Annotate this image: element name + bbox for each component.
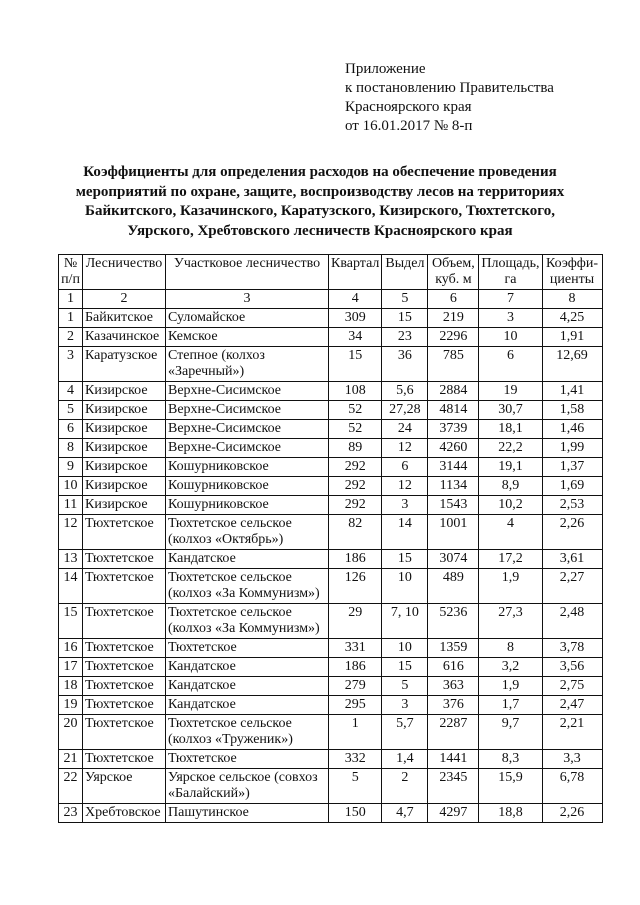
cell-num: 20	[59, 715, 83, 750]
table-row	[59, 382, 603, 401]
cell-area: 3,2	[479, 658, 542, 677]
cell-district: Суломайское	[166, 309, 329, 328]
cell-area: 4	[479, 515, 542, 550]
header-forestry: Лесничество	[83, 255, 166, 290]
cell-allotment: 36	[382, 347, 428, 382]
cell-area: 17,2	[479, 550, 542, 569]
header-line: Приложение	[345, 61, 426, 77]
cell-allotment: 12	[382, 477, 428, 496]
cell-forestry: Тюхтетское	[83, 604, 166, 639]
cell-num: 4	[59, 382, 83, 401]
cell-forestry: Кизирское	[83, 477, 166, 496]
cell-area: 6	[479, 347, 542, 382]
cell-forestry: Тюхтетское	[83, 550, 166, 569]
cell-district: Верхне-Сисимское	[166, 439, 329, 458]
table-row	[59, 401, 603, 420]
header-coef: Коэффи-циенты	[542, 255, 602, 290]
cell-volume: 219	[428, 309, 479, 328]
cell-forestry: Кизирское	[83, 496, 166, 515]
cell-volume: 4814	[428, 401, 479, 420]
header-allotment: Выдел	[382, 255, 428, 290]
table-row	[59, 420, 603, 439]
cell-quarter: 186	[329, 658, 382, 677]
cell-area: 19	[479, 382, 542, 401]
cell-district: Кандатское	[166, 658, 329, 677]
cell-forestry: Тюхтетское	[83, 696, 166, 715]
cell-quarter: 186	[329, 550, 382, 569]
cell-forestry: Тюхтетское	[83, 515, 166, 550]
table-row	[59, 604, 603, 639]
cell-allotment: 12	[382, 439, 428, 458]
cell-quarter: 52	[329, 420, 382, 439]
cell-forestry: Тюхтетское	[83, 658, 166, 677]
cell-quarter: 5	[329, 769, 382, 804]
cell-forestry: Байкитское	[83, 309, 166, 328]
cell-area: 9,7	[479, 715, 542, 750]
cell-coef: 2,21	[542, 715, 602, 750]
title-line: мероприятий по охране, защите, воспроизводству лесов на территориях	[75, 183, 565, 200]
cell-num: 3	[59, 347, 83, 382]
table-row	[59, 309, 603, 328]
table-row	[59, 347, 603, 382]
cell-district: Верхне-Сисимское	[166, 420, 329, 439]
cell-num: 14	[59, 569, 83, 604]
cell-allotment: 15	[382, 309, 428, 328]
cell-quarter: 292	[329, 477, 382, 496]
cell-volume: 3144	[428, 458, 479, 477]
title-line: Байкитского, Казачинского, Каратузского, Кизирского, Тюхтетского,	[85, 203, 555, 219]
cell-forestry: Кизирское	[83, 382, 166, 401]
cell-num: 21	[59, 750, 83, 769]
cell-area: 1,9	[479, 677, 542, 696]
column-index: 1	[59, 290, 83, 309]
cell-num: 22	[59, 769, 83, 804]
cell-area: 15,9	[479, 769, 542, 804]
cell-district: Тюхтетское сельское (колхоз «За Коммунизм»)	[166, 569, 329, 604]
cell-forestry: Уярское	[83, 769, 166, 804]
cell-volume: 1543	[428, 496, 479, 515]
cell-coef: 2,47	[542, 696, 602, 715]
cell-quarter: 89	[329, 439, 382, 458]
cell-coef: 1,91	[542, 328, 602, 347]
cell-quarter: 15	[329, 347, 382, 382]
cell-area: 3	[479, 309, 542, 328]
cell-volume: 489	[428, 569, 479, 604]
cell-forestry: Тюхтетское	[83, 677, 166, 696]
cell-coef: 1,58	[542, 401, 602, 420]
cell-coef: 1,41	[542, 382, 602, 401]
cell-forestry: Кизирское	[83, 401, 166, 420]
cell-district: Тюхтетское	[166, 639, 329, 658]
table-row	[59, 328, 603, 347]
header-volume: Объем, куб. м	[428, 255, 479, 290]
cell-coef: 6,78	[542, 769, 602, 804]
cell-volume: 1359	[428, 639, 479, 658]
cell-num: 23	[59, 804, 83, 823]
cell-quarter: 126	[329, 569, 382, 604]
cell-volume: 3739	[428, 420, 479, 439]
cell-forestry: Кизирское	[83, 458, 166, 477]
table-row	[59, 769, 603, 804]
cell-num: 6	[59, 420, 83, 439]
cell-coef: 2,26	[542, 804, 602, 823]
table-row	[59, 496, 603, 515]
column-index: 6	[428, 290, 479, 309]
cell-quarter: 1	[329, 715, 382, 750]
table-row	[59, 696, 603, 715]
cell-volume: 1001	[428, 515, 479, 550]
header-num: № п/п	[59, 255, 83, 290]
cell-allotment: 15	[382, 550, 428, 569]
cell-allotment: 5,7	[382, 715, 428, 750]
column-index-row	[59, 290, 603, 309]
cell-forestry: Тюхтетское	[83, 569, 166, 604]
cell-volume: 3074	[428, 550, 479, 569]
cell-area: 18,8	[479, 804, 542, 823]
cell-quarter: 331	[329, 639, 382, 658]
cell-volume: 2345	[428, 769, 479, 804]
column-index: 8	[542, 290, 602, 309]
cell-volume: 2287	[428, 715, 479, 750]
cell-forestry: Казачинское	[83, 328, 166, 347]
title-line: Уярского, Хребтовского лесничеств Красноярского края	[127, 222, 513, 239]
cell-volume: 5236	[428, 604, 479, 639]
cell-coef: 4,25	[542, 309, 602, 328]
cell-num: 9	[59, 458, 83, 477]
cell-allotment: 4,7	[382, 804, 428, 823]
table-row	[59, 750, 603, 769]
cell-coef: 2,27	[542, 569, 602, 604]
cell-coef: 1,46	[542, 420, 602, 439]
cell-forestry: Тюхтетское	[83, 639, 166, 658]
cell-allotment: 23	[382, 328, 428, 347]
cell-allotment: 3	[382, 496, 428, 515]
cell-coef: 3,61	[542, 550, 602, 569]
cell-allotment: 1,4	[382, 750, 428, 769]
cell-num: 12	[59, 515, 83, 550]
cell-num: 16	[59, 639, 83, 658]
cell-quarter: 279	[329, 677, 382, 696]
cell-district: Тюхтетское сельское (колхоз «Труженик»)	[166, 715, 329, 750]
cell-allotment: 2	[382, 769, 428, 804]
cell-district: Кандатское	[166, 696, 329, 715]
cell-num: 18	[59, 677, 83, 696]
table-row	[59, 804, 603, 823]
cell-num: 1	[59, 309, 83, 328]
cell-coef: 3,56	[542, 658, 602, 677]
cell-allotment: 5,6	[382, 382, 428, 401]
cell-coef: 2,26	[542, 515, 602, 550]
table-row	[59, 477, 603, 496]
cell-forestry: Кизирское	[83, 439, 166, 458]
cell-forestry: Каратузское	[83, 347, 166, 382]
cell-allotment: 15	[382, 658, 428, 677]
cell-forestry: Кизирское	[83, 420, 166, 439]
cell-volume: 363	[428, 677, 479, 696]
cell-area: 8	[479, 639, 542, 658]
cell-district: Кошурниковское	[166, 496, 329, 515]
cell-quarter: 34	[329, 328, 382, 347]
cell-forestry: Хребтовское	[83, 804, 166, 823]
cell-district: Тюхтетское сельское (колхоз «Октябрь»)	[166, 515, 329, 550]
cell-coef: 3,78	[542, 639, 602, 658]
cell-num: 13	[59, 550, 83, 569]
table-row	[59, 458, 603, 477]
cell-quarter: 292	[329, 496, 382, 515]
column-index: 4	[329, 290, 382, 309]
cell-num: 2	[59, 328, 83, 347]
cell-district: Тюхтетское сельское (колхоз «За Коммунизм»)	[166, 604, 329, 639]
cell-volume: 616	[428, 658, 479, 677]
cell-volume: 4297	[428, 804, 479, 823]
cell-coef: 2,53	[542, 496, 602, 515]
cell-quarter: 295	[329, 696, 382, 715]
table-row	[59, 550, 603, 569]
cell-num: 5	[59, 401, 83, 420]
cell-area: 10	[479, 328, 542, 347]
header-line: от 16.01.2017 № 8-п	[345, 118, 473, 134]
cell-district: Кошурниковское	[166, 477, 329, 496]
cell-volume: 1134	[428, 477, 479, 496]
cell-coef: 1,69	[542, 477, 602, 496]
column-index: 3	[166, 290, 329, 309]
cell-coef: 2,48	[542, 604, 602, 639]
cell-area: 18,1	[479, 420, 542, 439]
cell-quarter: 82	[329, 515, 382, 550]
cell-num: 17	[59, 658, 83, 677]
cell-quarter: 332	[329, 750, 382, 769]
table-row	[59, 658, 603, 677]
cell-volume: 4260	[428, 439, 479, 458]
cell-forestry: Тюхтетское	[83, 715, 166, 750]
cell-district: Кандатское	[166, 677, 329, 696]
cell-volume: 1441	[428, 750, 479, 769]
cell-area: 1,7	[479, 696, 542, 715]
cell-district: Верхне-Сисимское	[166, 401, 329, 420]
cell-area: 27,3	[479, 604, 542, 639]
table-header	[59, 255, 603, 309]
cell-district: Кемское	[166, 328, 329, 347]
cell-num: 8	[59, 439, 83, 458]
cell-quarter: 309	[329, 309, 382, 328]
cell-area: 10,2	[479, 496, 542, 515]
cell-area: 8,9	[479, 477, 542, 496]
cell-area: 1,9	[479, 569, 542, 604]
cell-allotment: 6	[382, 458, 428, 477]
cell-area: 30,7	[479, 401, 542, 420]
cell-district: Верхне-Сисимское	[166, 382, 329, 401]
table-row	[59, 677, 603, 696]
column-index: 2	[83, 290, 166, 309]
header-area: Площадь, га	[479, 255, 542, 290]
table-row	[59, 569, 603, 604]
column-index: 7	[479, 290, 542, 309]
header-line: Красноярского края	[345, 99, 472, 115]
cell-num: 10	[59, 477, 83, 496]
cell-allotment: 5	[382, 677, 428, 696]
cell-allotment: 10	[382, 639, 428, 658]
header-row	[59, 255, 603, 290]
cell-allotment: 3	[382, 696, 428, 715]
table-row	[59, 515, 603, 550]
title-line: Коэффициенты для определения расходов на обеспечение проведения	[83, 164, 557, 180]
cell-num: 11	[59, 496, 83, 515]
document-title	[40, 163, 600, 241]
cell-area: 8,3	[479, 750, 542, 769]
header-line: к постановлению Правительства	[345, 80, 554, 96]
table-row	[59, 639, 603, 658]
cell-volume: 785	[428, 347, 479, 382]
table-body	[59, 309, 603, 823]
cell-volume: 376	[428, 696, 479, 715]
cell-district: Пашутинское	[166, 804, 329, 823]
cell-num: 19	[59, 696, 83, 715]
header-district: Участковое лесничество	[166, 255, 329, 290]
table-row	[59, 439, 603, 458]
cell-volume: 2884	[428, 382, 479, 401]
cell-quarter: 52	[329, 401, 382, 420]
column-index: 5	[382, 290, 428, 309]
coefficients-table	[58, 254, 603, 823]
cell-district: Кошурниковское	[166, 458, 329, 477]
table-row	[59, 715, 603, 750]
cell-district: Уярское сельское (совхоз «Балайский»)	[166, 769, 329, 804]
cell-coef: 2,75	[542, 677, 602, 696]
cell-quarter: 108	[329, 382, 382, 401]
cell-allotment: 27,28	[382, 401, 428, 420]
cell-quarter: 150	[329, 804, 382, 823]
cell-quarter: 292	[329, 458, 382, 477]
cell-volume: 2296	[428, 328, 479, 347]
cell-allotment: 10	[382, 569, 428, 604]
cell-forestry: Тюхтетское	[83, 750, 166, 769]
cell-num: 15	[59, 604, 83, 639]
cell-area: 19,1	[479, 458, 542, 477]
approval-header	[345, 60, 554, 136]
cell-allotment: 14	[382, 515, 428, 550]
cell-coef: 12,69	[542, 347, 602, 382]
cell-district: Степное (колхоз «Заречный»)	[166, 347, 329, 382]
cell-area: 22,2	[479, 439, 542, 458]
cell-allotment: 7, 10	[382, 604, 428, 639]
cell-allotment: 24	[382, 420, 428, 439]
cell-coef: 1,99	[542, 439, 602, 458]
cell-coef: 1,37	[542, 458, 602, 477]
cell-district: Кандатское	[166, 550, 329, 569]
header-quarter: Квартал	[329, 255, 382, 290]
cell-quarter: 29	[329, 604, 382, 639]
cell-district: Тюхтетское	[166, 750, 329, 769]
cell-coef: 3,3	[542, 750, 602, 769]
